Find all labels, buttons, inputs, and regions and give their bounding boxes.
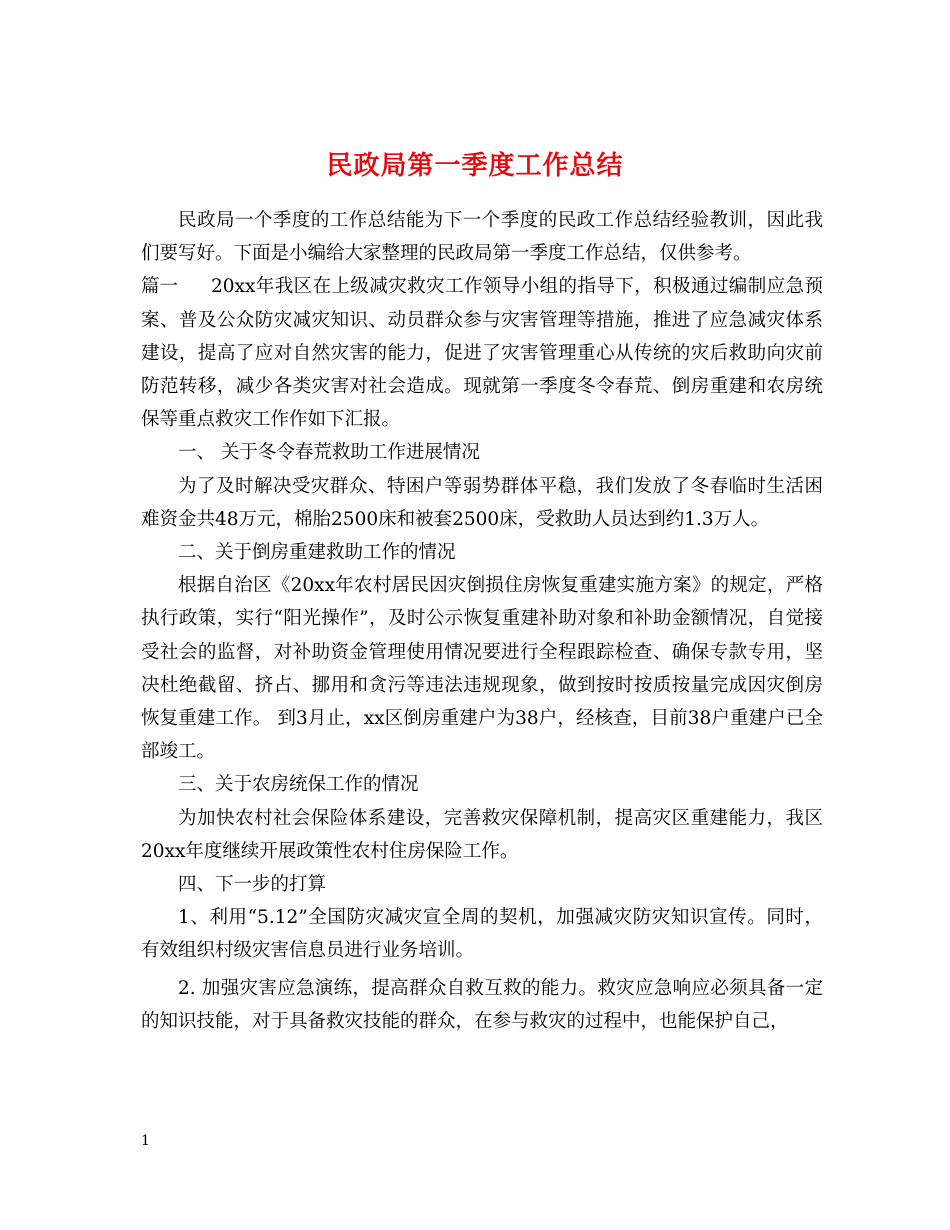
paragraph-house-reconstruction: 根据自治区《20xx年农村居民因灾倒损住房恢复重建实施方案》的规定，严格执行政策，实行“阳光操作”，及时公示恢复重建补助对象和补助金额情况，自觉接受社会的监督，对补助资金管理使用情况要进行全程跟踪检查、确保专款专用，坚决杜绝截留、挤占、挪用和贪污等违法违规现象，做到按时按质按量完成因灾倒房恢复重建工作。 到3月止，xx区倒房重建户为38户，经核查，目前38户重建户已全部竣工。 bbox=[141, 575, 823, 763]
paragraph-winter-spring-relief: 为了及时解决受灾群众、特困户等弱势群体平稳，我们发放了冬春临时生活困难资金共48万元，棉胎2500床和被套2500床，受救助人员达到约1.3万人。 bbox=[141, 475, 823, 530]
paragraph-housing-insurance: 为加快农村社会保险体系建设，完善救灾保障机制，提高灾区重建能力，我区20xx年度继续开展政策性农村住房保险工作。 bbox=[141, 807, 823, 862]
heading-housing-insurance: 三、关于农房统保工作的情况 bbox=[178, 774, 419, 796]
intro-paragraph: 民政局一个季度的工作总结能为下一个季度的民政工作总结经验教训，因此我们要写好。下面是小编给大家整理的民政局第一季度工作总结，仅供参考。 bbox=[141, 210, 823, 265]
document-body bbox=[141, 204, 823, 1038]
paragraph-next-step-1: 1、利用“5.12”全国防灾减灾宣全周的契机，加强减灾防灾知识宣传。同时，有效组织村级灾害信息员进行业务培训。 bbox=[141, 907, 823, 962]
document-title: 民政局第一季度工作总结 bbox=[326, 151, 624, 182]
paragraph-next-step-2: 2. 加强灾害应急演练，提高群众自救互救的能力。救灾应急响应必须具备一定的知识技能，对于具备救灾技能的群众，在参与救灾的过程中，也能保护自己， bbox=[141, 977, 823, 1032]
heading-house-reconstruction: 二、关于倒房重建救助工作的情况 bbox=[178, 542, 456, 564]
heading-next-steps: 四、下一步的打算 bbox=[178, 874, 327, 896]
section-label: 篇一 bbox=[141, 276, 179, 298]
section-text: 20xx年我区在上级减灾救灾工作领导小组的指导下，积极通过编制应急预案、普及公众防灾减灾知识、动员群众参与灾害管理等措施，推进了应急减灾体系建设，提高了应对自然灾害的能力，促进了灾害管理重心从传统的灾后救助向灾前防范转移，减少各类灾害对社会造成。现就第一季度冬令春荒、倒房重建和农房统保等重点救灾工作作如下汇报。 bbox=[141, 276, 823, 431]
page-number: 1 bbox=[141, 1133, 150, 1149]
heading-winter-spring-relief: 一、 关于冬令春荒救助工作进展情况 bbox=[178, 442, 480, 464]
section-paragraph bbox=[141, 270, 823, 436]
